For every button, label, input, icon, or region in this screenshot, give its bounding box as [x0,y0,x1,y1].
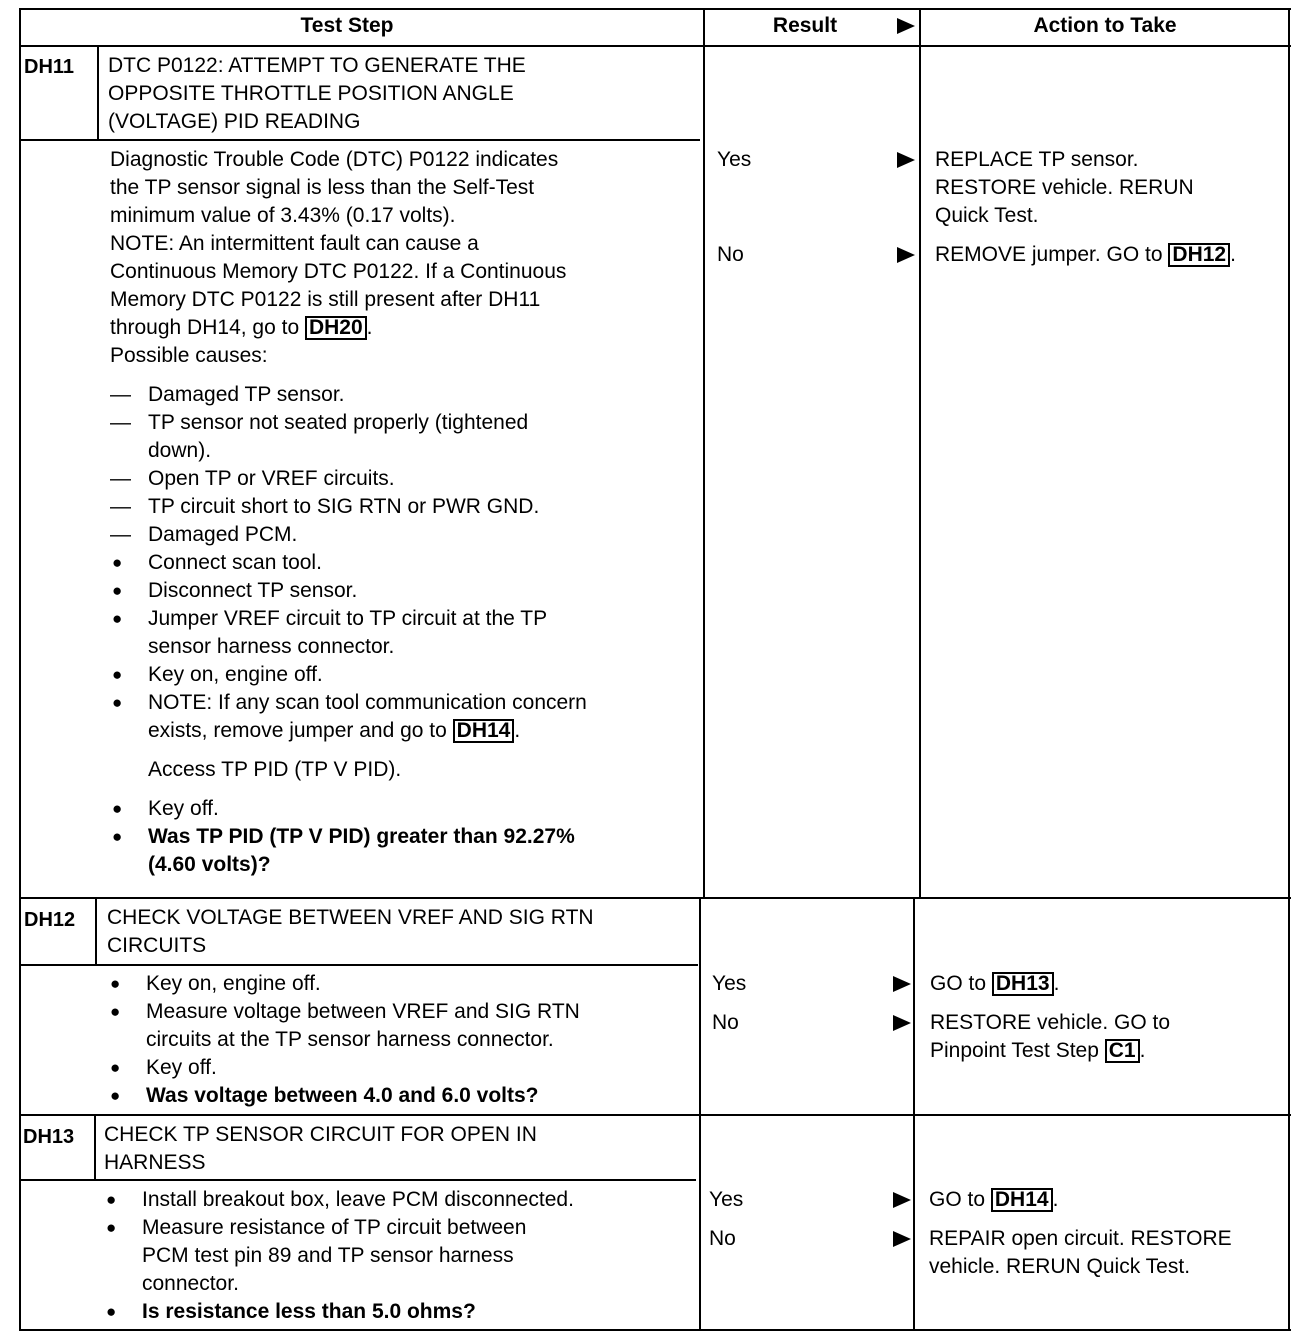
text-line [110,230,587,258]
result-no: No [712,1011,739,1034]
text-line [930,1037,1170,1065]
divider [95,897,97,965]
text-line [104,1270,574,1298]
text-line [110,633,587,661]
header-bottom-border [20,45,1291,47]
result-yes: Yes [717,148,752,171]
row-divider [20,897,1291,899]
line-text: REMOVE jumper. GO to [935,243,1169,266]
paragraph [110,342,587,370]
text-line [935,202,1194,230]
row-divider [20,1114,1291,1116]
line-text: Key on, engine off. [148,663,323,686]
text-line [108,970,580,998]
divider [20,1179,696,1181]
line-text: CHECK VOLTAGE BETWEEN VREF AND SIG RTN [107,906,594,929]
line-text: . [514,719,521,742]
result-column-border [919,8,921,898]
table-left-border [19,8,21,1331]
line-text: down). [148,439,212,462]
line-text: HARNESS [104,1151,206,1174]
bullet-item [108,998,580,1054]
line-text: Diagnostic Trouble Code (DTC) P0122 indicates [110,148,559,171]
line-text: NOTE: An intermittent fault can cause a [110,232,479,255]
line-text: GO to [929,1188,991,1211]
bullet-item [104,1186,574,1214]
text-line [107,932,594,960]
line-text: Was TP PID (TP V PID) greater than 92.27% [148,825,575,848]
result-no: No [717,243,744,266]
text-line [108,1082,580,1110]
header-action: Action to Take [1033,14,1177,37]
teststep-column-border [703,8,705,898]
result-column-border [913,897,915,1330]
line-text: GO to [930,972,992,995]
divider [20,964,698,966]
bullet-item [104,1214,574,1298]
header-result: Result [772,14,838,37]
step-link-dh13[interactable]: DH13 [992,972,1054,996]
line-text: Connect scan tool. [148,551,322,574]
step-link-c1[interactable]: C1 [1105,1039,1140,1063]
text-line [110,258,587,286]
line-text: vehicle. RERUN Quick Test. [929,1255,1191,1278]
text-line [104,1121,537,1149]
line-text: RESTORE vehicle. RERUN [935,176,1194,199]
table-right-border [1288,8,1290,1331]
text-line [929,1225,1232,1253]
line-text: the TP sensor signal is less than the Self-Test [110,176,535,199]
line-text: (VOLTAGE) PID READING [108,110,361,133]
action-yes [930,970,1059,998]
line-text: Quick Test. [935,204,1039,227]
line-text: through DH14, go to [110,316,305,339]
bullet-item [104,1298,574,1326]
text-line [110,577,587,605]
text-line [110,823,587,851]
line-text: Memory DTC P0122 is still present after DH11 [110,288,541,311]
line-text: sensor harness connector. [148,635,395,658]
text-line [929,1253,1232,1281]
bullet-item [108,1054,580,1082]
step-link-dh12[interactable]: DH12 [1168,243,1230,267]
line-text: REPLACE TP sensor. [935,148,1139,171]
line-text: Key off. [148,797,219,820]
table-bottom-border [20,1329,1291,1331]
action-no [930,1009,1170,1065]
cause-item [110,381,587,409]
text-line [107,904,594,932]
arrow-icon [893,1015,911,1031]
text-line [935,241,1236,269]
line-text: . [1139,1039,1146,1062]
line-text: Jumper VREF circuit to TP circuit at the TP [148,607,548,630]
line-text: Was voltage between 4.0 and 6.0 volts? [146,1084,539,1107]
step-link-dh14[interactable]: DH14 [453,719,515,743]
line-text: TP sensor not seated properly (tightened [148,411,529,434]
text-line [930,970,1059,998]
text-line [108,1026,580,1054]
step-body [108,970,580,1110]
line-text: RESTORE vehicle. GO to [930,1011,1171,1034]
arrow-icon [893,976,911,992]
result-yes: Yes [712,972,747,995]
line-text: Damaged PCM. [148,523,298,546]
cause-item [110,521,587,549]
line-text: Access TP PID (TP V PID). [148,758,402,781]
cause-item [110,409,587,465]
line-text: minimum value of 3.43% (0.17 volts). [110,204,456,227]
step-link-dh20[interactable]: DH20 [305,316,367,340]
step-link-dh14[interactable]: DH14 [991,1188,1053,1212]
line-text: Measure voltage between VREF and SIG RTN [146,1000,580,1023]
text-line [110,202,587,230]
text-line [935,174,1194,202]
line-text: exists, remove jumper and go to [148,719,453,742]
text-line [110,342,587,370]
result-yes: Yes [709,1188,744,1211]
bullet-item [108,1082,580,1110]
text-line [110,174,587,202]
action-no [929,1225,1232,1281]
line-text: DTC P0122: ATTEMPT TO GENERATE THE [108,54,526,77]
text-line [108,108,526,136]
text-line [110,795,587,823]
bullet-item [108,970,580,998]
text-line [110,314,587,342]
line-text: OPPOSITE THROTTLE POSITION ANGLE [108,82,514,105]
result-no: No [709,1227,736,1250]
text-line [110,465,587,493]
action-no [935,241,1236,269]
bullet-item [110,661,587,689]
line-text: connector. [142,1272,239,1295]
table-top-border [20,8,1291,10]
bullet-item [110,795,587,823]
arrow-icon [897,247,915,263]
line-text: . [366,316,373,339]
line-text: Continuous Memory DTC P0122. If a Continuous [110,260,567,283]
text-line [930,1009,1170,1037]
text-line [110,756,587,784]
line-text: Key on, engine off. [146,972,321,995]
cause-item [110,493,587,521]
step-body [104,1186,574,1326]
line-text: circuits at the TP sensor harness connector. [146,1028,554,1051]
text-line [110,437,587,465]
line-text: Install breakout box, leave PCM disconnected. [142,1188,574,1211]
line-text: . [1230,243,1236,266]
arrow-icon [893,1231,911,1247]
text-line [110,381,587,409]
line-text: CIRCUITS [107,934,207,957]
line-text: Disconnect TP sensor. [148,579,358,602]
text-line [110,409,587,437]
bullet-item [110,689,587,745]
text-line [929,1186,1058,1214]
text-line [935,146,1194,174]
text-line [104,1298,574,1326]
text-line [110,661,587,689]
bullet-item [110,823,587,879]
arrow-icon [897,18,915,34]
divider [97,45,99,140]
line-text: Damaged TP sensor. [148,383,345,406]
arrow-icon [897,152,915,168]
line-text: (4.60 volts)? [148,853,271,876]
text-line [104,1242,574,1270]
paragraph [110,146,587,230]
line-text: Measure resistance of TP circuit between [142,1216,527,1239]
text-line [110,493,587,521]
line-text: . [1053,972,1060,995]
cause-item [110,465,587,493]
text-line [108,998,580,1026]
text-line [108,1054,580,1082]
paragraph [110,756,587,784]
step-id: DH12 [24,909,76,931]
text-line [110,717,587,745]
line-text: CHECK TP SENSOR CIRCUIT FOR OPEN IN [104,1123,537,1146]
line-text: Is resistance less than 5.0 ohms? [142,1300,476,1323]
line-text: REPAIR open circuit. RESTORE [929,1227,1232,1250]
line-text: NOTE: If any scan tool communication concern [148,691,587,714]
divider [20,139,700,141]
line-text: Possible causes: [110,344,268,367]
text-line [110,521,587,549]
text-line [110,689,587,717]
arrow-icon [893,1192,911,1208]
bullet-item [110,549,587,577]
text-line [104,1149,537,1177]
step-title [107,904,594,960]
text-line [104,1186,574,1214]
text-line [110,605,587,633]
bullet-item [110,577,587,605]
line-text: Open TP or VREF circuits. [148,467,395,490]
line-text: PCM test pin 89 and TP sensor harness [142,1244,514,1267]
text-line [108,52,526,80]
text-line [110,549,587,577]
text-line [110,851,587,879]
line-text: . [1052,1188,1059,1211]
line-text: Pinpoint Test Step [930,1039,1105,1062]
action-yes [935,146,1194,230]
text-line [108,80,526,108]
step-title [104,1121,537,1177]
divider [94,1114,96,1180]
text-line [110,146,587,174]
step-id: DH11 [24,56,75,78]
line-text: Key off. [146,1056,217,1079]
line-text: TP circuit short to SIG RTN or PWR GND. [148,495,540,518]
step-body [110,146,587,890]
action-yes [929,1186,1058,1214]
header-test-step: Test Step [300,14,394,37]
paragraph [110,230,587,342]
teststep-column-border [699,897,701,1330]
step-id: DH13 [23,1126,75,1148]
step-title [108,52,526,136]
text-line [104,1214,574,1242]
text-line [110,286,587,314]
bullet-item [110,605,587,661]
